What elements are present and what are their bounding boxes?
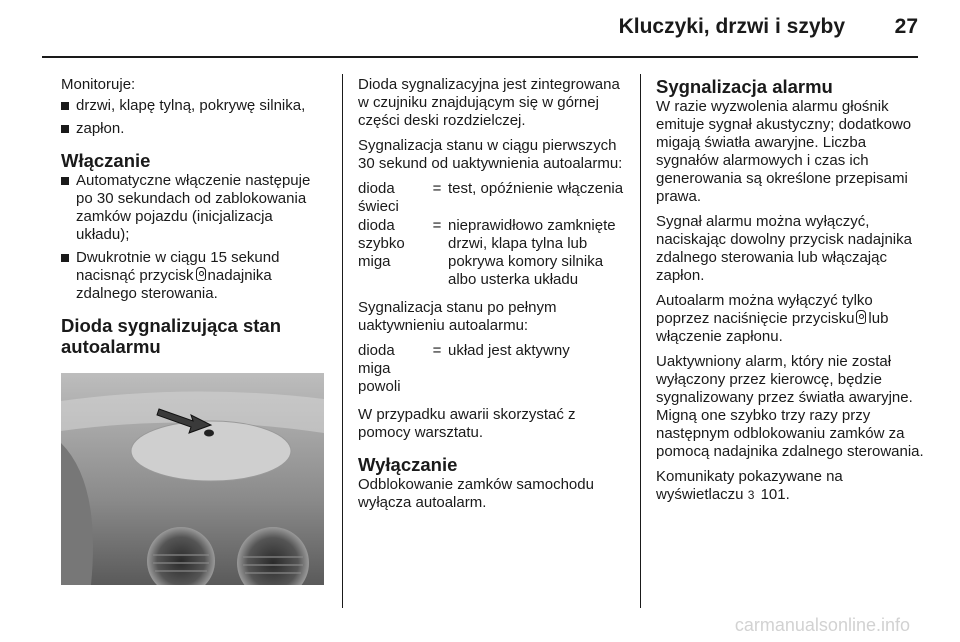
table-equals: = [432,342,442,359]
page-reference: 101. [760,486,790,503]
display-messages [656,468,926,504]
column-3 [656,76,926,511]
display-messages-text: Komunikaty pokazywane na wyświetlaczu [656,468,843,503]
alarm-disable-text-end: lub włączenie zapłonu. [656,310,889,345]
status-table-initial [358,180,628,289]
disable-heading: Wyłączanie [358,454,458,475]
table-equals: = [432,180,442,197]
watermark: carmanualsonline.info [734,615,910,635]
status-table-active [358,342,570,396]
monitor-intro: Monitoruje: [61,76,136,93]
disable-description: Odblokowanie zamków samochodu wyłącza autoalarm. [358,476,594,511]
alarm-silence: Sygnał alarmu można wyłączyć, naciskając dowolny przycisk nadajnika zdalnego sterowania lub włączając zapłon. [656,213,912,284]
list-item: Automatyczne włączenie następuje po 30 sekundach od zablokowania zamków pojazdu (inicjalizacja układu); [61,172,326,244]
table-row [358,342,570,396]
list-item [61,249,326,303]
remote-key-unlock-icon [856,310,866,324]
column-2 [358,76,628,519]
enable-item2-text: Dwukrotnie w ciągu 15 sekund nacisnąć przycisk [76,249,280,284]
dashboard-led-photo [61,373,324,585]
alarm-heading: Sygnalizacja alarmu [656,76,833,97]
failure-note: W przypadku awarii skorzystać z pomocy warsztatu. [358,406,576,441]
column-divider-right [640,74,641,608]
table-row [358,217,628,289]
alarm-disable-only [656,292,926,346]
alarm-hazard-signal: Uaktywniony alarm, który nie został wyłączony przez kierowcę, będzie sygnalizowany przez światła awaryjne. Migną one szybko trzy razy przy następnym odblokowaniu zamków za pomocą nadajnika zdalnego sterowania. [656,353,924,460]
table-desc: układ jest aktywny [448,342,570,359]
table-term: dioda świeci [358,180,399,215]
table-desc: nieprawidłowo zamknięte drzwi, klapa tylna lub pokrywa komory silnika albo usterka układu [448,217,616,288]
page-reference-arrow-icon: 3 [747,488,755,502]
column-divider-left [342,74,343,608]
enable-item2-text-end: nadajnika zdalnego sterowania. [76,267,272,302]
table-term: dioda miga powoli [358,342,401,395]
header-title: Kluczyki, drzwi i szyby [618,15,845,38]
led-heading: Dioda sygnalizująca stan autoalarmu [61,315,282,357]
column-1 [61,76,326,358]
alarm-disable-text: Autoalarm można wyłączyć tylko poprzez naciśnięcie przycisku [656,292,873,327]
status-after-activation: Sygnalizacja stanu po pełnym uaktywnieniu autoalarmu: [358,299,557,334]
led-sensor [204,430,214,437]
led-description: Dioda sygnalizacyjna jest zintegrowana w czujniku znajdującym się w górnej części deski rozdzielczej. [358,76,620,129]
alarm-description: W razie wyzwolenia alarmu głośnik emituje sygnał akustyczny; dodatkowo migają światła awaryjne. Liczba sygnałów alarmowych i czas ich generowania są określone przepisami prawa. [656,98,912,205]
table-row [358,180,628,217]
table-term: dioda szybko miga [358,217,405,270]
dashboard-illustration [61,373,324,585]
enable-heading: Włączanie [61,150,151,171]
table-desc: test, opóźnienie włączenia [448,180,624,197]
header-rule [42,56,918,58]
status-first-30s: Sygnalizacja stanu w ciągu pierwszych 30 sekund od uaktywnienia autoalarmu: [358,137,623,172]
page-number: 27 [894,15,918,38]
enable-list [61,172,326,303]
list-item: drzwi, klapę tylną, pokrywę silnika, [61,97,326,115]
remote-key-unlock-icon [196,267,206,281]
list-item: zapłon. [61,120,326,138]
monitor-list [61,97,326,138]
table-equals: = [432,217,442,234]
